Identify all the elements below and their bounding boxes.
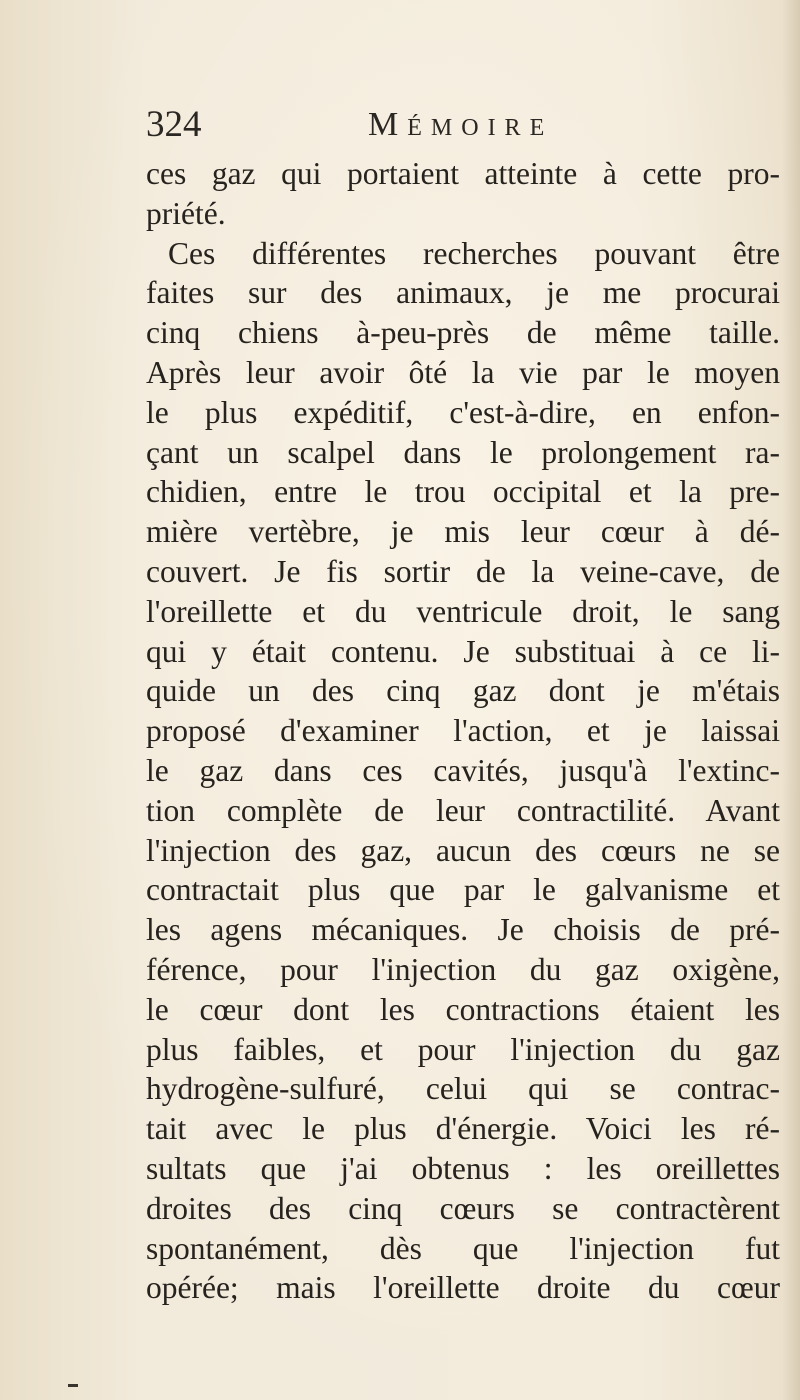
text-line: Après leur avoir ôté la vie par le moyen (146, 354, 780, 390)
running-head: Mémoire (368, 106, 554, 143)
text-line: tion complète de leur contractilité. Avant (146, 792, 780, 828)
text-line: sultats que j'ai obtenus : les oreillettes (146, 1150, 780, 1186)
text-line: Ces différentes recherches pouvant être (168, 235, 780, 271)
text-line: qui y était contenu. Je substituai à ce li- (146, 633, 780, 669)
text-line: l'injection des gaz, aucun des cœurs ne se (146, 832, 780, 868)
text-line: opérée; mais l'oreillette droite du cœur (146, 1270, 780, 1306)
text-line: le plus expéditif, c'est-à-dire, en enfon- (146, 394, 780, 430)
margin-mark (68, 1384, 78, 1387)
page-header (146, 100, 766, 150)
text-line: priété. (146, 195, 226, 231)
text-line: hydrogène-sulfuré, celui qui se contrac- (146, 1071, 780, 1107)
text-line: quide un des cinq gaz dont je m'étais (146, 673, 780, 709)
text-line: ces gaz qui portaient atteinte à cette pro- (146, 156, 780, 191)
text-line: proposé d'examiner l'action, et je laissai (146, 713, 780, 749)
text-line: contractait plus que par le galvanisme et (146, 872, 780, 908)
text-line: férence, pour l'injection du gaz oxigène, (146, 951, 780, 987)
text-line: droites des cinq cœurs se contractèrent (146, 1190, 780, 1226)
text-line: spontanément, dès que l'injection fut (146, 1230, 780, 1266)
text-line: couvert. Je fis sortir de la veine-cave, de (146, 553, 780, 589)
text-line: mière vertèbre, je mis leur cœur à dé- (146, 514, 780, 550)
body-text (146, 154, 780, 1308)
text-line: chidien, entre le trou occipital et la pre- (146, 474, 780, 510)
text-line: tait avec le plus d'énergie. Voici les ré- (146, 1111, 780, 1147)
text-line: plus faibles, et pour l'injection du gaz (146, 1031, 780, 1067)
page-number: 324 (146, 104, 202, 145)
text-line: l'oreillette et du ventricule droit, le sang (146, 593, 780, 629)
text-line: çant un scalpel dans le prolongement ra- (146, 434, 780, 470)
text-line: le gaz dans ces cavités, jusqu'à l'extinc- (146, 752, 780, 788)
text-line: cinq chiens à-peu-près de même taille. (146, 315, 780, 351)
text-line: les agens mécaniques. Je choisis de pré- (146, 912, 780, 948)
text-line: faites sur des animaux, je me procurai (146, 275, 780, 311)
text-line: le cœur dont les contractions étaient les (146, 991, 780, 1027)
